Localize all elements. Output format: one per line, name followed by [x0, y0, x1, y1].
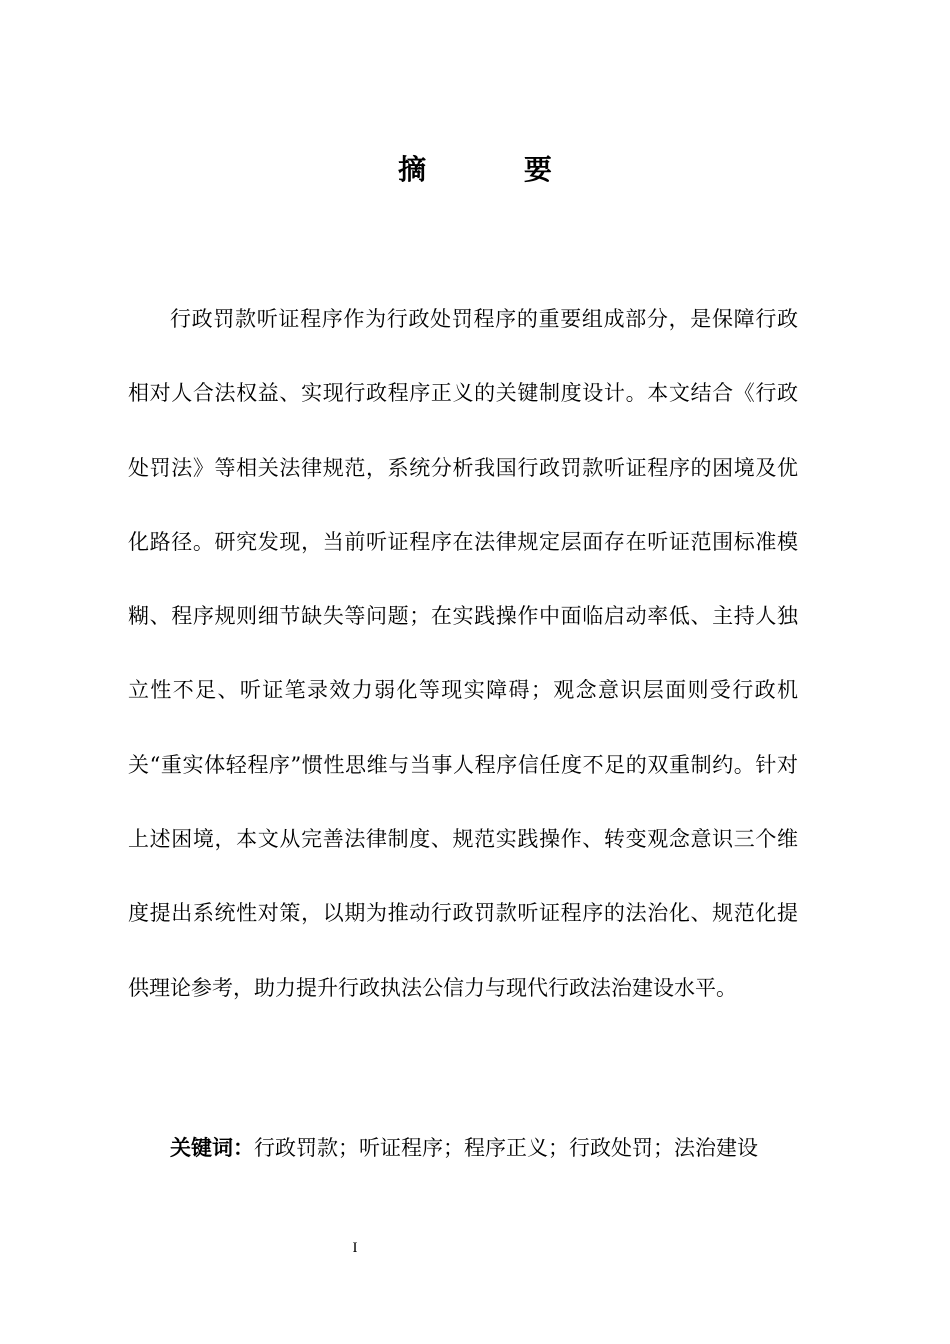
keywords-label: 关键词： [170, 1136, 254, 1160]
keywords-list: 行政罚款；听证程序；程序正义；行政处罚；法治建设 [254, 1136, 758, 1160]
page-title: 摘 要 [398, 153, 596, 186]
page-number: I [352, 1240, 358, 1256]
abstract-body: 行政罚款听证程序作为行政处罚程序的重要组成部分，是保障行政相对人合法权益、实现行政程序正义的关键制度设计。本文结合《行政处罚法》等相关法律规范，系统分析我国行政罚款听证程序的困境及优化路径。研究发现，当前听证程序在法律规定层面存在听证范围标准模糊、程序规则细节缺失等问题；在实践操作中面临启动率低、主持人独立性不足、听证笔录效力弱化等现实障碍；观念意识层面则受行政机关“重实体轻程序”惯性思维与当事人程序信任度不足的双重制约。针对上述困境，本文从完善法律制度、规范实践操作、转变观念意识三个维度提出系统性对策，以期为推动行政罚款听证程序的法治化、规范化提供理论参考，助力提升行政执法公信力与现代行政法治建设水平。 [128, 307, 798, 1000]
keywords-line [128, 1130, 798, 1166]
